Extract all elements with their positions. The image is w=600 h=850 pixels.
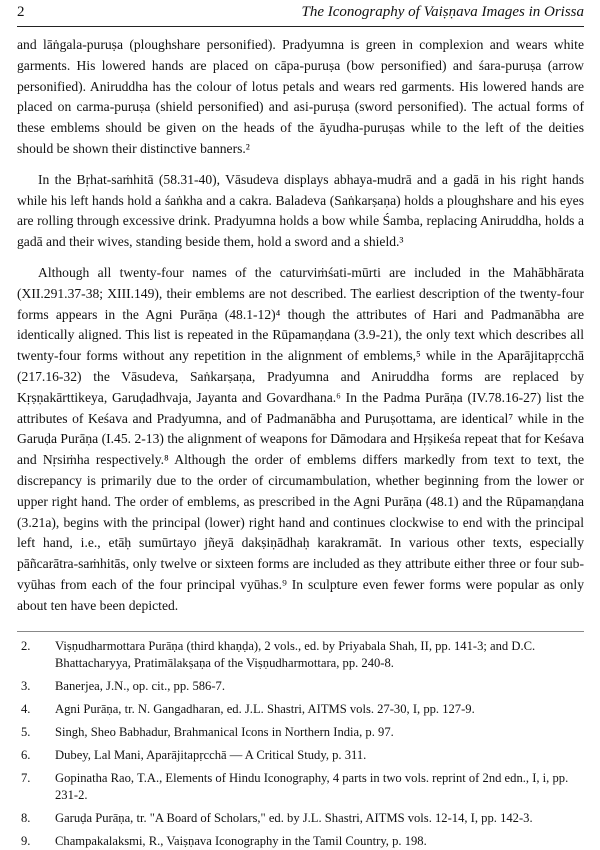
footnote <box>17 833 584 850</box>
footnote-number: 2. <box>21 638 31 653</box>
footnote-number: 5. <box>21 724 31 739</box>
footnote <box>17 724 584 741</box>
page-header <box>17 4 584 27</box>
paragraph-2: In the Bṛhat-saṁhitā (58.31-40), Vāsudeva displays abhaya-mudrā and a gadā in his right hands while his left hands hold a śaṅkha and a cakra. Baladeva (Saṅkarṣaṇa) holds a ploughshare and his eyes are rolling through excessive drink. Pradyumna holds a bow while Śamba, replacing Aniruddha, holds a gadā and their wives, standing beside them, hold a sword and a shield.³ <box>17 171 584 250</box>
footnote-number: 4. <box>21 701 31 716</box>
paragraph-3: Although all twenty-four names of the caturviṁśati-mūrti are included in the Mahābhārata (XII.291.37-38; XIII.149), their emblems are not described. The earliest description of the twenty-four forms appears in the Agni Purāṇa (48.1-12)⁴ though the attributes of Hari and Padmanābha are identically aligned. This list is repeated in the Rūpamaṇḍana (3.9-21), the only text which describes all twenty-four forms without any repetition in the alignment of emblems,⁵ while in the Aparājitapṛcchā (217.16-32) the Vāsudeva, Saṅkarṣaṇa, Pradyumna and Aniruddha forms are replaced by Kṛṣṇakārttikeya, Garuḍadhvaja, Jayanta and Govardhana.⁶ In the Padma Purāṇa (IV.78.16-27) list the attributes of Keśava and Pradyumna, and of Padmanābha and Puruṣottama, are identical⁷ while in the Garuḍa Purāṇa (I.45. 2-13) the alignment of weapons for Dāmodara and Hṛṣikeśa repeat that for Keśava and Nṛsiṁha respectively.⁸ Although the order of emblems differs markedly from text to text, the discrepancy is primarily due to the order of circumambulation, whether beginning from the lower or upper right hand. The order of emblems, as prescribed in the Agni Purāṇa (48.1) and the Rūpamaṇḍana (3.21a), begins with the principal (lower) right hand and continues clockwise to end with the principal left hand, i.e., etāḥ sumūrtayo jñeyā dakṣiṇādhaḥ karakramāt. In various other texts, especially pāñcarātra-saṁhitās, only twelve or sixteen forms are included as they attribute either three or four sub-vyūhas from each of the four principal vyūhas.⁹ In sculpture even fewer forms were popular as only about ten have been depicted. <box>17 264 584 613</box>
footnote-text: Singh, Sheo Babhadur, Brahmanical Icons in Northern India, p. 97. <box>55 724 394 739</box>
footnote-text: Viṣṇudharmottara Purāṇa (third khaṇḍa), 2 vols., ed. by Priyabala Shah, II, pp. 141-3; and D.C. Bhattacharyya, Pratimālakṣaṇa of the Viṣṇudharmottara, pp. 240-8. <box>55 638 536 670</box>
paragraph-1: and lāṅgala-puruṣa (ploughshare personified). Pradyumna is green in complexion and wears white garments. His lowered hands are placed on cāpa-puruṣa (bow personified) and śara-puruṣa (arrow personified). Aniruddha has the colour of lotus petals and wears red garments. His lowered hands are placed on carma-puruṣa (shield personified) and asi-puruṣa (sword personified). The actual forms of these emblems should be given on the heads of the āyudha-puruṣas while to the left of the deities should be shown their distinctive banners.² <box>17 37 584 156</box>
body-text <box>17 35 584 617</box>
running-head: The Iconography of Vaiṣṇava Images in Orissa <box>301 4 584 20</box>
footnote <box>17 810 584 827</box>
footnote-number: 6. <box>21 747 31 762</box>
footnote <box>17 678 584 695</box>
footnote <box>17 747 584 764</box>
footnote-text: Gopinatha Rao, T.A., Elements of Hindu Iconography, 4 parts in two vols. reprint of 2nd edn., I, i, pp. 231-2. <box>55 770 569 802</box>
footnote <box>17 638 584 672</box>
footnote-number: 3. <box>21 678 31 693</box>
footnote-text: Champakalaksmi, R., Vaiṣṇava Iconography in the Tamil Country, p. 198. <box>55 833 427 848</box>
footnote-text: Banerjea, J.N., op. cit., pp. 586-7. <box>55 678 225 693</box>
footnotes <box>17 631 584 850</box>
footnote-number: 9. <box>21 833 31 848</box>
footnote <box>17 770 584 804</box>
footnote-number: 8. <box>21 810 31 825</box>
footnote-number: 7. <box>21 770 31 785</box>
footnote-text: Agni Purāṇa, tr. N. Gangadharan, ed. J.L. Shastri, AITMS vols. 27-30, I, pp. 127-9. <box>55 701 475 716</box>
footnote <box>17 701 584 718</box>
footnote-text: Garuḍa Purāṇa, tr. "A Board of Scholars," ed. by J.L. Shastri, AITMS vols. 12-14, I, pp. 142-3. <box>55 810 533 825</box>
page-number: 2 <box>17 4 25 20</box>
footnote-text: Dubey, Lal Mani, Aparājitapṛcchā — A Critical Study, p. 311. <box>55 747 367 762</box>
